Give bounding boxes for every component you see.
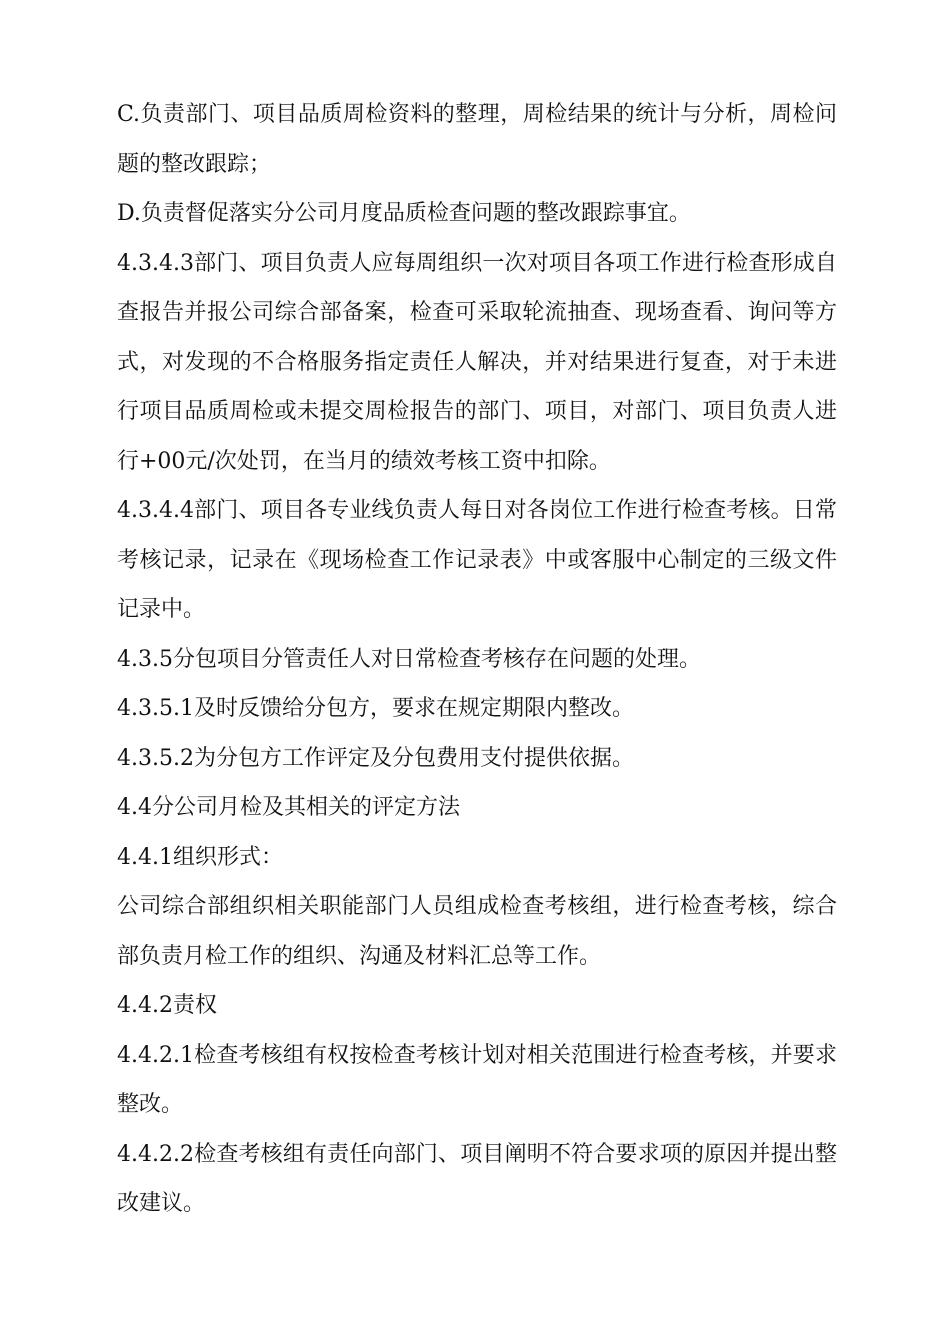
paragraph-4-3-4-4: 4.3.4.4部门、项目各专业线负责人每日对各岗位工作进行检查考核。日常考核记录，记录在《现场检查工作记录表》中或客服中心制定的三级文件记录中。 [117,498,837,622]
paragraph-4-3-4-3: 4.3.4.3部门、项目负责人应每周组织一次对项目各项工作进行检查形成自查报告并报公司综合部备案，检查可采取轮流抽查、现场查看、询问等方式，对发现的不合格服务指定责任人解决，并对结果进行复查，对于未进行项目品质周检或未提交周检报告的部门、项目，对部门、项目负责人进行+00元/次处罚，在当月的绩效考核工资中扣除。 [117,250,837,474]
paragraph-4-4-2-1: 4.4.2.1检查考核组有权按检查考核计划对相关范围进行检查考核，并要求整改。 [117,1042,837,1117]
paragraph-c-weekly-data: C.负责部门、项目品质周检资料的整理，周检结果的统计与分析，周检问题的整改跟踪； [117,102,837,177]
heading-4-4-2: 4.4.2责权 [117,993,217,1018]
paragraph-4-3-5-1: 4.3.5.1及时反馈给分包方，要求在规定期限内整改。 [117,696,634,721]
paragraph-4-4-2-2: 4.4.2.2检查考核组有责任向部门、项目阐明不符合要求项的原因并提出整改建议。 [117,1141,837,1216]
document-body [117,90,837,1229]
heading-4-4: 4.4分公司月检及其相关的评定方法 [117,795,460,820]
paragraph-organization: 公司综合部组织相关职能部门人员组成检查考核组，进行检查考核，综合部负责月检工作的组织、沟通及材料汇总等工作。 [117,894,837,969]
paragraph-d-monthly-followup: D.负责督促落实分公司月度品质检查问题的整改跟踪事宜。 [117,201,691,226]
paragraph-4-3-5-2: 4.3.5.2为分包方工作评定及分包费用支付提供依据。 [117,745,634,771]
paragraph-4-3-5: 4.3.5分包项目分管责任人对日常检查考核存在问题的处理。 [117,646,701,672]
heading-4-4-1: 4.4.1组织形式： [117,844,283,870]
